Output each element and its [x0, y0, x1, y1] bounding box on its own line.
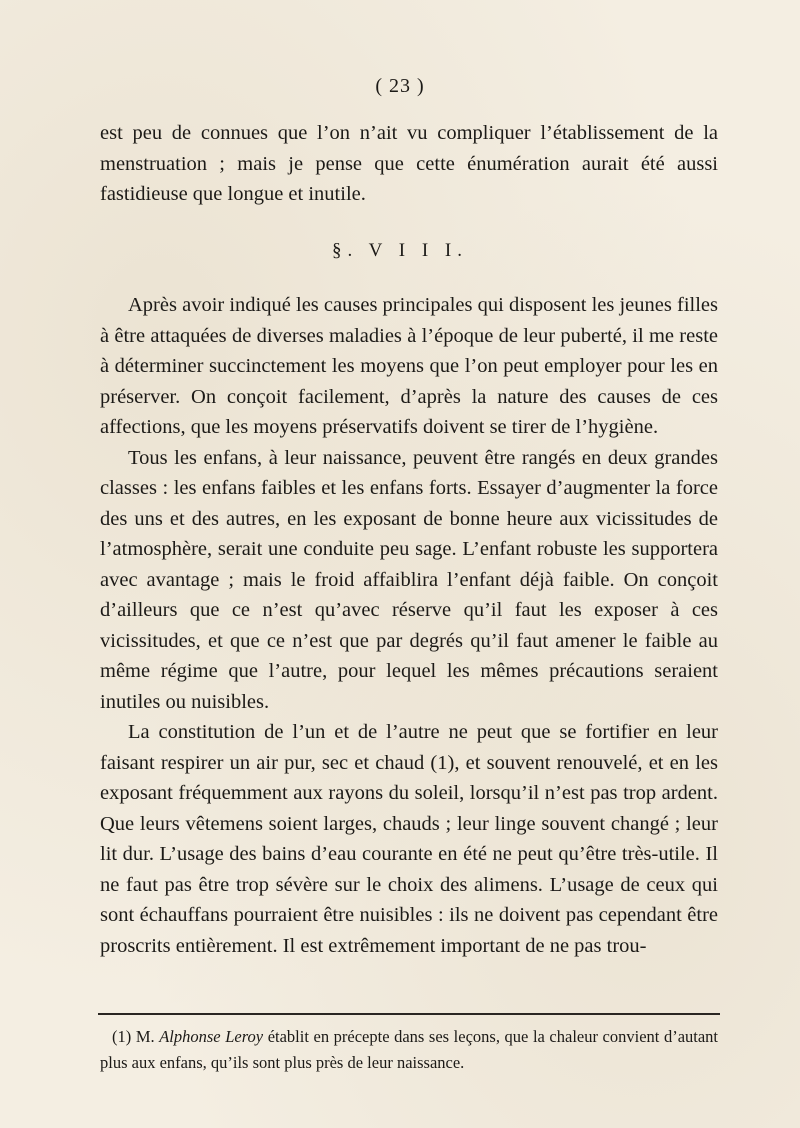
footnote-divider: [98, 1013, 720, 1015]
paragraph-3: La constitution de l’un et de l’autre ne peut que se fortifier en leur faisant respirer un air pur, sec et chaud (1), et souvent renouvelé, et en les exposant fréquemment aux rayons du soleil, lorsqu’il n’est pas trop ardent. Que leurs vêtemens soient larges, chauds ; leur linge souvent changé ; leur lit dur. L’usage des bains d’eau courante en été ne peut qu’être très-utile. Il ne faut pas être trop sévère sur le choix des alimens. L’usage de ceux qui sont échauffans pourraient être nuisibles : ils ne doivent pas cependant être proscrits entièrement. Il est extrêmement important de ne pas trou-: [100, 721, 718, 957]
footnote-author: Alphonse Leroy: [159, 1027, 264, 1046]
intro-paragraph: est peu de connues que l’on n’ait vu compliquer l’établissement de la menstruation ; mais je pense que cette énumération aurait été aussi fastidieuse que longue et inutile.: [100, 122, 718, 205]
body-text: [100, 290, 718, 961]
paragraph-1: Après avoir indiqué les causes principales qui disposent les jeunes filles à être attaquées de diverses maladies à l’époque de leur puberté, il me reste à déterminer succinctement les moyens que l’on peut employer pour les en préserver. On conçoit facilement, d’après la nature des causes de ces affections, que les moyens préservatifs doivent se tirer de l’hygiène.: [100, 294, 718, 438]
footnote-marker: (1) M.: [112, 1027, 155, 1046]
intro-block: [100, 118, 718, 210]
footnote: [100, 1024, 718, 1076]
footnote-text: établit en précepte dans ses leçons, que la chaleur convient d’autant plus aux enfans, qu’ils sont plus près de leur naissance.: [100, 1027, 719, 1072]
paragraph-2: Tous les enfans, à leur naissance, peuvent être rangés en deux grandes classes : les enfans faibles et les enfans forts. Essayer d’augmenter la force des uns et des autres, en les exposant de bonne heure aux vicissitudes de l’atmosphère, serait une conduite peu sage. L’enfant robuste les supportera avec avantage ; mais le froid affaiblira l’enfant déjà faible. On conçoit d’ailleurs que ce n’est qu’avec réserve qu’il faut les exposer à ces vicissitudes, et que ce n’est que par degrés qu’il faut amener le faible au même régime que l’autre, pour lequel les mêmes précautions seraient inutiles ou nuisibles.: [100, 446, 718, 713]
page-number: ( 23 ): [375, 75, 425, 97]
section-heading: §. V I I I.: [331, 240, 469, 261]
